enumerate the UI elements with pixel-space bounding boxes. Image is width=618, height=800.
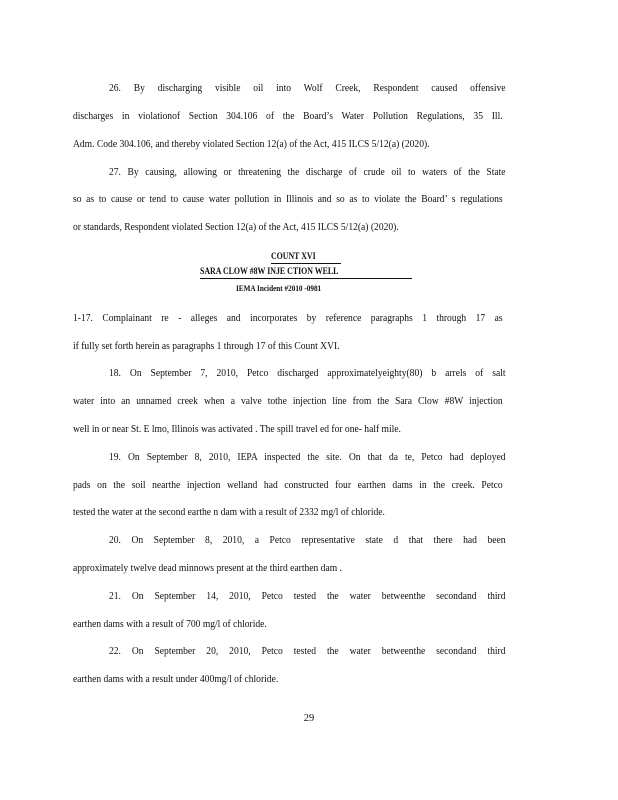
- count-heading-underline-2: [200, 278, 412, 279]
- paragraph-22-line-2: earthen dams with a result under 400mg/l of chloride.: [73, 674, 279, 685]
- paragraph-20-line-2: approximately twelve dead minnows present at the third earthen dam .: [73, 563, 342, 574]
- paragraph-19-line-2: pads on the soil nearthe injection welland had constructed four earthen dams in the creek. Petco: [73, 480, 503, 491]
- paragraph-1-17-line-2: if fully set forth herein as paragraphs 1 through 17 of this Count XVI.: [73, 341, 340, 352]
- paragraph-26-line-2: discharges in violationof Section 304.106 of the Board’s Water Pollution Regulations, 35 Ill.: [73, 111, 503, 122]
- paragraph-18-line-1: 18. On September 7, 2010, Petco discharged approximatelyeighty(80) b arrels of salt: [109, 368, 506, 379]
- count-heading-line-2: SARA CLOW #8W INJE CTION WELL: [200, 266, 339, 277]
- paragraph-19-line-1: 19. On September 8, 2010, IEPA inspected the site. On that da te, Petco had deployed: [109, 452, 506, 463]
- count-heading-underline-1: [271, 263, 341, 264]
- paragraph-18-line-2: water into an unnamed creek when a valve tothe injection line from the Sara Clow #8W injection: [73, 396, 503, 407]
- paragraph-19-line-3: tested the water at the second earthe n dam with a result of 2332 mg/l of chloride.: [73, 507, 385, 518]
- paragraph-18-line-3: well in or near St. E lmo, Illinois was activated . The spill travel ed for one- half mile.: [73, 424, 401, 435]
- count-heading-line-1: COUNT XVI: [271, 251, 316, 262]
- paragraph-21-line-2: earthen dams with a result of 700 mg/l of chloride.: [73, 619, 267, 630]
- paragraph-1-17-line-1: 1-17. Complainant re - alleges and incorporates by reference paragraphs 1 through 17 as: [73, 313, 503, 324]
- paragraph-22-line-1: 22. On September 20, 2010, Petco tested the water betweenthe secondand third: [109, 646, 506, 657]
- paragraph-20-line-1: 20. On September 8, 2010, a Petco representative state d that there had been: [109, 535, 506, 546]
- paragraph-26-line-1: 26. By discharging visible oil into Wolf Creek, Respondent caused offensive: [109, 83, 506, 94]
- page-number: 29: [303, 713, 315, 724]
- paragraph-27-line-2: so as to cause or tend to cause water pollution in Illinois and so as to violate the Board’ s regulations: [73, 194, 503, 205]
- paragraph-27-line-1: 27. By causing, allowing or threatening the discharge of crude oil to waters of the State: [109, 167, 506, 178]
- count-heading-line-3: IEMA Incident #2010 -0981: [236, 283, 322, 293]
- paragraph-26-line-3: Adm. Code 304.106, and thereby violated Section 12(a) of the Act, 415 ILCS 5/12(a) (2020).: [73, 139, 430, 150]
- paragraph-21-line-1: 21. On September 14, 2010, Petco tested the water betweenthe secondand third: [109, 591, 506, 602]
- paragraph-27-line-3: or standards, Respondent violated Section 12(a) of the Act, 415 ILCS 5/12(a) (2020).: [73, 222, 399, 233]
